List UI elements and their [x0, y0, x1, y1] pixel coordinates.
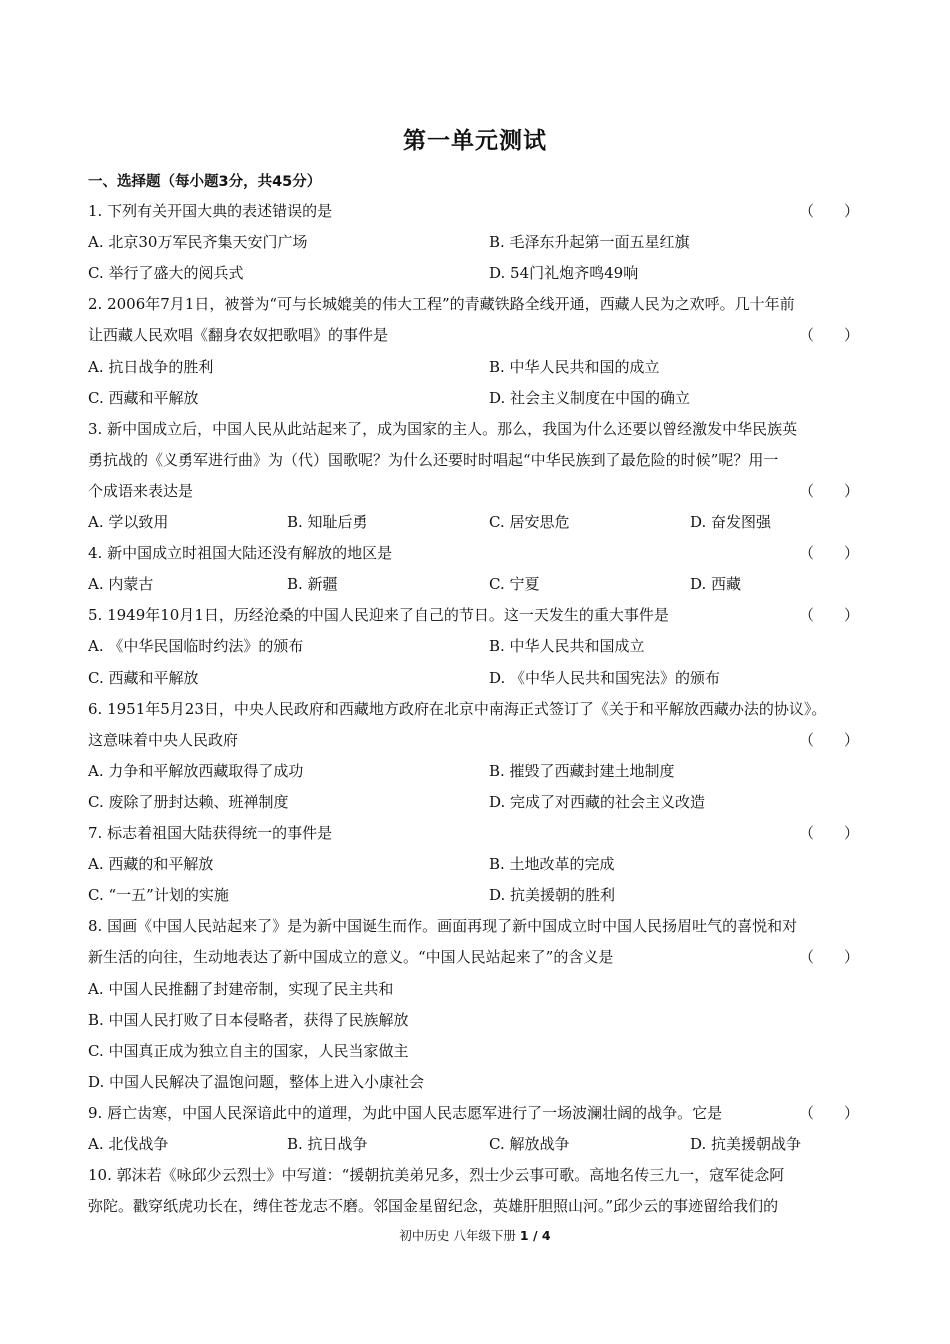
answer-option: C. “一五”计划的实施: [88, 886, 229, 905]
answer-option: D. 抗美援朝的胜利: [489, 886, 616, 905]
answer-parentheses: （ ）: [799, 326, 860, 345]
question-stem: 5. 1949年10月1日，历经沧桑的中国人民迎来了自己的节日。这一天发生的重大事件是: [88, 606, 669, 625]
answer-option: D. 奋发图强: [690, 513, 772, 531]
answer-option: A. 内蒙古: [88, 575, 154, 594]
answer-option: C. 解放战争: [489, 1135, 570, 1153]
answer-parentheses: （ ）: [799, 202, 860, 220]
answer-parentheses: （ ）: [799, 824, 860, 842]
answer-parentheses: （ ）: [799, 606, 860, 625]
answer-option: A. 北伐战争: [88, 1135, 169, 1153]
answer-option: A. 西藏的和平解放: [88, 855, 214, 874]
answer-option: C. 西藏和平解放: [88, 388, 199, 407]
question-stem: 让西藏人民欢唱《翻身农奴把歌唱》的事件是: [88, 326, 389, 345]
question-stem: 8. 国画《中国人民站起来了》是为新中国诞生而作。画面再现了新中国成立时中国人民扬眉吐气的喜悦和对: [88, 917, 798, 936]
page-footer: [0, 1226, 950, 1244]
answer-option: D. 社会主义制度在中国的确立: [489, 388, 691, 407]
question-stem: 3. 新中国成立后，中国人民从此站起来了，成为国家的主人。那么，我国为什么还要以曾经激发中华民族英: [88, 419, 798, 438]
answer-option: C. 举行了盛大的阅兵式: [88, 264, 244, 283]
question-stem: 7. 标志着祖国大陆获得统一的事件是: [88, 824, 333, 842]
answer-option: A. 中国人民推翻了封建帝制，实现了民主共和: [88, 979, 394, 998]
question-stem: 9. 唇亡齿寒，中国人民深谙此中的道理，为此中国人民志愿军进行了一场波澜壮阔的战争。它是: [88, 1103, 723, 1122]
answer-option: B. 毛泽东升起第一面五星红旗: [489, 233, 690, 252]
answer-option: C. 中国真正成为独立自主的国家，人民当家做主: [88, 1041, 409, 1060]
answer-option: C. 宁夏: [489, 575, 540, 594]
section-heading: 一、选择题（每小题3分，共45分）: [88, 174, 322, 190]
answer-option: C. 西藏和平解放: [88, 668, 199, 687]
answer-parentheses: （ ）: [799, 481, 860, 500]
question-stem: 6. 1951年5月23日，中央人民政府和西藏地方政府在北京中南海正式签订了《关于和平解放西藏办法的协议》。: [88, 699, 827, 718]
answer-option: B. 中国人民打败了日本侵略者，获得了民族解放: [88, 1010, 409, 1029]
page-title: 第一单元测试: [403, 128, 547, 154]
answer-option: B. 新疆: [287, 575, 338, 594]
answer-option: B. 中华人民共和国成立: [489, 637, 645, 656]
question-stem: 这意味着中央人民政府: [88, 730, 239, 749]
answer-option: D. 54门礼炮齐鸣49响: [489, 264, 639, 283]
question-stem: 2. 2006年7月1日，被誉为“可与长城媲美的伟大工程”的青藏铁路全线开通，西藏人民为之欢呼。几十年前: [88, 295, 795, 314]
answer-option: A. 学以致用: [88, 513, 169, 531]
answer-option: D. 完成了对西藏的社会主义改造: [489, 792, 706, 811]
question-stem: 新生活的向往，生动地表达了新中国成立的意义。“中国人民站起来了”的含义是: [88, 948, 614, 967]
answer-option: B. 土地改革的完成: [489, 855, 615, 874]
answer-option: D. 抗美援朝战争: [690, 1135, 802, 1153]
answer-parentheses: （ ）: [799, 948, 860, 967]
answer-parentheses: （ ）: [799, 730, 860, 749]
answer-parentheses: （ ）: [799, 1103, 860, 1122]
question-stem: 1. 下列有关开国大典的表述错误的是: [88, 202, 333, 220]
answer-option: A. 北京30万军民齐集天安门广场: [88, 233, 308, 252]
footer-course: 初中历史 八年级下册: [399, 1228, 516, 1243]
answer-parentheses: （ ）: [799, 544, 860, 563]
answer-option: A. 《中华民国临时约法》的颁布: [88, 637, 304, 656]
answer-option: A. 力争和平解放西藏取得了成功: [88, 761, 304, 780]
answer-option: C. 居安思危: [489, 513, 570, 531]
footer-page-number: 1 / 4: [519, 1228, 551, 1243]
question-stem: 弥陀。戳穿纸虎功长在，缚住苍龙志不磨。邻国金星留纪念，英雄肝胆照山河。”邱少云的事迹留给我们的: [88, 1197, 779, 1216]
question-stem: 勇抗战的《义勇军进行曲》为（代）国歌呢？为什么还要时时唱起“中华民族到了最危险的时候”呢？用一: [88, 450, 779, 469]
answer-option: D. 西藏: [690, 575, 742, 594]
answer-option: B. 中华人民共和国的成立: [489, 357, 660, 376]
answer-option: B. 抗日战争: [287, 1135, 368, 1153]
question-stem: 个成语来表达是: [88, 481, 194, 500]
answer-option: B. 知耻后勇: [287, 513, 368, 531]
answer-option: D. 《中华人民共和国宪法》的颁布: [489, 668, 721, 687]
answer-option: B. 摧毁了西藏封建土地制度: [489, 761, 675, 780]
question-stem: 10. 郭沫若《咏邱少云烈士》中写道：“援朝抗美弟兄多，烈士少云事可歌。高地名传三九一，寇军徒念阿: [88, 1166, 785, 1185]
question-stem: 4. 新中国成立时祖国大陆还没有解放的地区是: [88, 544, 393, 563]
answer-option: C. 废除了册封达赖、班禅制度: [88, 792, 289, 811]
answer-option: D. 中国人民解决了温饱问题，整体上进入小康社会: [88, 1072, 425, 1091]
answer-option: A. 抗日战争的胜利: [88, 357, 214, 376]
